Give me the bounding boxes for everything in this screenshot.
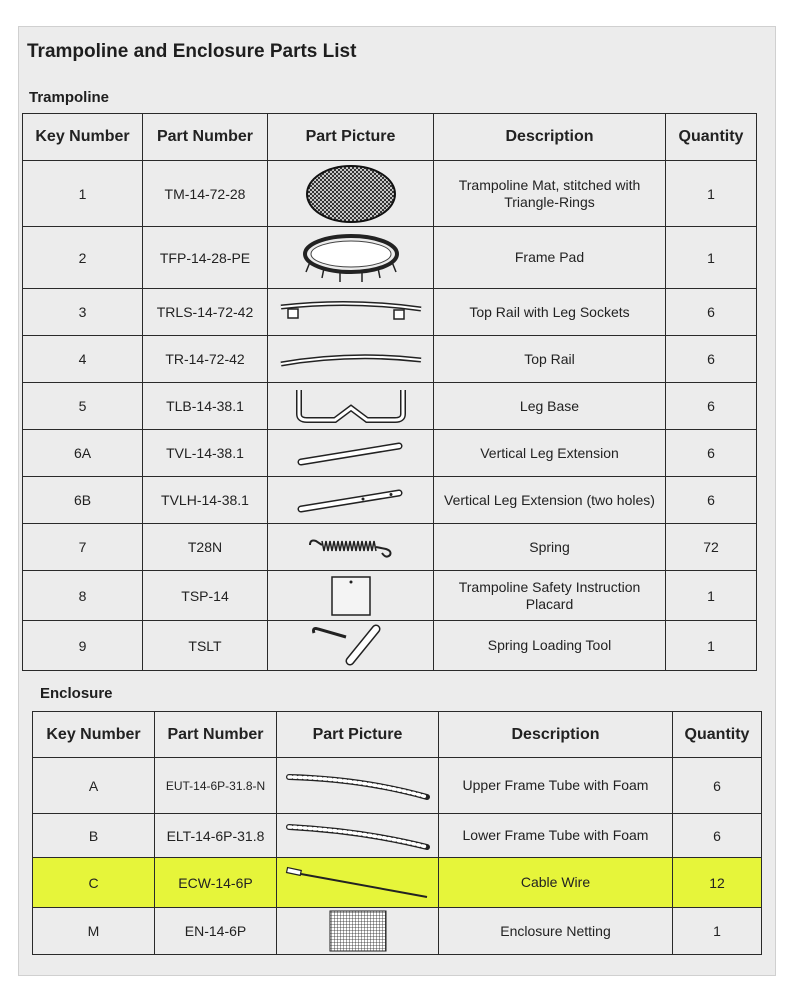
table-row [23,289,757,336]
description: Cable Wire [439,858,673,908]
key-number: M [33,908,155,955]
quantity: 6 [666,430,757,477]
table-row [23,524,757,571]
key-number: 7 [23,524,143,571]
quantity: 6 [666,477,757,524]
quantity: 6 [666,336,757,383]
table-row [23,430,757,477]
lower-tube-icon [283,821,433,851]
quantity: 1 [666,161,757,227]
key-number: 4 [23,336,143,383]
column-header: Part Picture [268,114,434,161]
quantity: 6 [673,814,762,858]
part-number: TVLH-14-38.1 [143,477,268,524]
description: Enclosure Netting [439,908,673,955]
spring-icon [306,533,396,561]
description: Top Rail with Leg Sockets [434,289,666,336]
column-header: Quantity [666,114,757,161]
cable-wire-icon [283,865,433,901]
upper-tube-icon [283,769,433,803]
description: Vertical Leg Extension (two holes) [434,477,666,524]
part-number: ECW-14-6P [155,858,277,908]
trampoline-heading: Trampoline [29,89,110,106]
trampoline-mat-icon [301,164,401,224]
table-header-row [23,114,757,161]
quantity: 72 [666,524,757,571]
column-header: Description [439,712,673,758]
description: Top Rail [434,336,666,383]
quantity: 12 [673,858,762,908]
table-header-row [33,712,762,758]
quantity: 1 [673,908,762,955]
spring-tool-icon [306,623,396,669]
table-row [33,758,762,814]
table-row [33,814,762,858]
key-number: A [33,758,155,814]
column-header: Key Number [33,712,155,758]
part-number: TM-14-72-28 [143,161,268,227]
key-number: 1 [23,161,143,227]
quantity: 1 [666,227,757,289]
part-number: TSP-14 [143,571,268,621]
table-row [23,336,757,383]
key-number: 9 [23,621,143,671]
part-number: TSLT [143,621,268,671]
frame-pad-icon [296,230,406,286]
key-number: 5 [23,383,143,430]
leg-extension-icon [291,438,411,468]
description: Trampoline Mat, stitched with Triangle-Rings [434,161,666,227]
part-number: ELT-14-6P-31.8 [155,814,277,858]
description: Upper Frame Tube with Foam [439,758,673,814]
netting-icon [328,909,388,953]
column-header: Part Number [143,114,268,161]
key-number: 8 [23,571,143,621]
table-row [23,227,757,289]
column-header: Quantity [673,712,762,758]
leg-base-icon [291,386,411,426]
description: Spring [434,524,666,571]
table-row [23,621,757,671]
top-rail-sockets-icon [276,297,426,327]
description: Frame Pad [434,227,666,289]
description: Spring Loading Tool [434,621,666,671]
key-number: B [33,814,155,858]
part-number: TRLS-14-72-42 [143,289,268,336]
table-row [23,477,757,524]
quantity: 1 [666,571,757,621]
quantity: 6 [666,383,757,430]
column-header: Part Picture [277,712,439,758]
table-row [23,383,757,430]
placard-icon [329,574,373,618]
part-number: EN-14-6P [155,908,277,955]
column-header: Part Number [155,712,277,758]
key-number: 6B [23,477,143,524]
part-number: TFP-14-28-PE [143,227,268,289]
page-title: Trampoline and Enclosure Parts List [27,41,357,62]
top-rail-icon [276,346,426,372]
quantity: 1 [666,621,757,671]
trampoline-parts-table [22,113,757,671]
table-row [23,161,757,227]
enclosure-heading: Enclosure [40,685,113,702]
part-number: TLB-14-38.1 [143,383,268,430]
quantity: 6 [673,758,762,814]
leg-extension-holes-icon [291,485,411,515]
table-row [33,908,762,955]
description: Vertical Leg Extension [434,430,666,477]
part-number: T28N [143,524,268,571]
key-number: 3 [23,289,143,336]
table-row-highlighted [33,858,762,908]
part-number: EUT-14-6P-31.8-N [155,758,277,814]
key-number: 6A [23,430,143,477]
column-header: Description [434,114,666,161]
key-number: 2 [23,227,143,289]
description: Trampoline Safety Instruction Placard [434,571,666,621]
part-number: TVL-14-38.1 [143,430,268,477]
column-header: Key Number [23,114,143,161]
key-number: C [33,858,155,908]
quantity: 6 [666,289,757,336]
table-row [23,571,757,621]
enclosure-parts-table [32,711,762,955]
part-number: TR-14-72-42 [143,336,268,383]
description: Lower Frame Tube with Foam [439,814,673,858]
parts-list-page [18,26,776,976]
description: Leg Base [434,383,666,430]
